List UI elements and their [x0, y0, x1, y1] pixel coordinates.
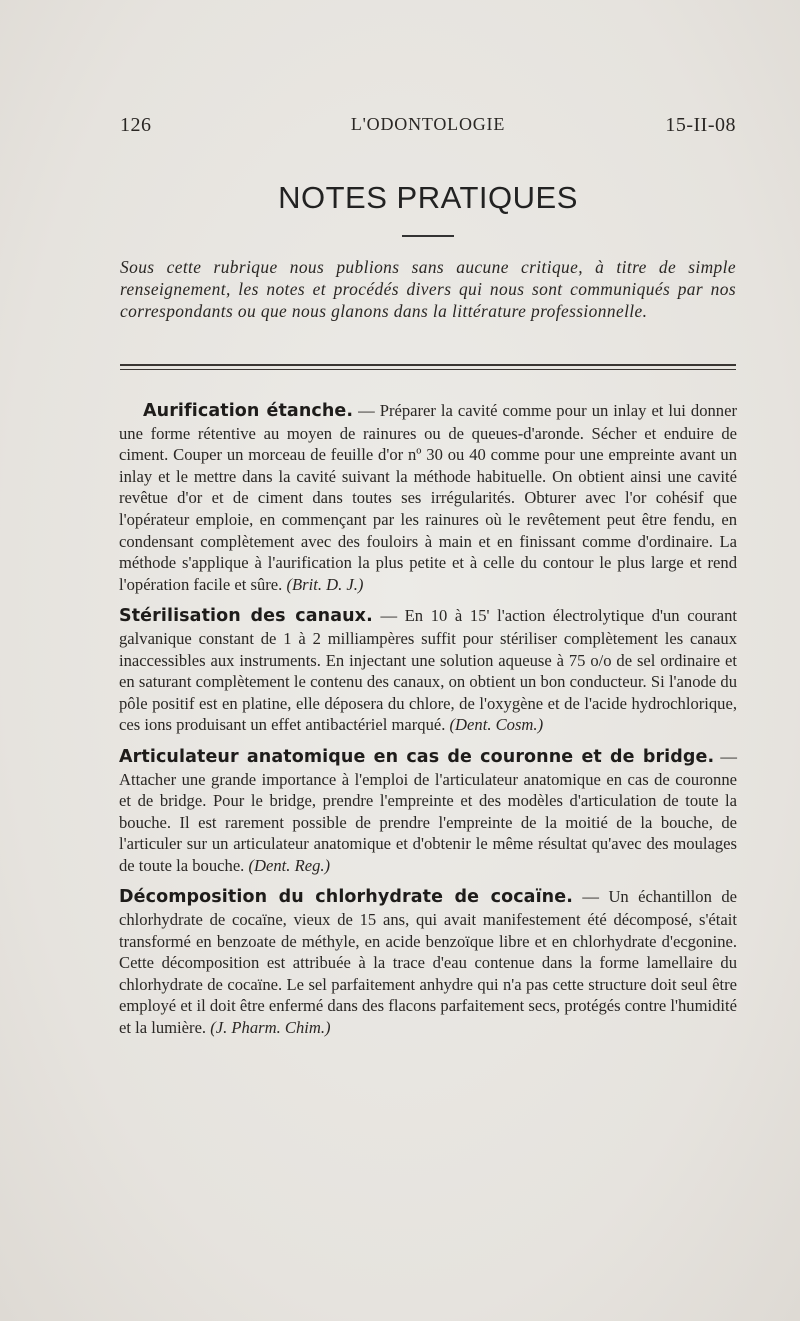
double-rule-divider — [120, 364, 736, 370]
journal-title: L'ODONTOLOGIE — [350, 114, 506, 134]
notes-body — [119, 400, 737, 1049]
note-text: — Attacher une grande importance à l'emploi de l'articulateur anatomique en cas de couronne et de bridge. Pour le bridge, prendre l'empreinte et des modèles d'articulation de toute la bouche. Il est rarement possible de prendre l'empreinte de la moitié de la bouche, de l'articuler sur un articulateur anatomique et d'obtenir le même résultat qu'avec des moulages de toute la bouche. — [119, 746, 737, 875]
note-text: — Un échantillon de chlorhydrate de cocaïne, vieux de 15 ans, qui avait manifestement été décomposé, s'était transformé en benzoate de méthyle, en acide benzoïque libre et en chlorhydrate d'ecgonine. Cette décomposition est attribuée à la trace d'eau contenue dans la forme lamellaire du chlorhydrate de cocaïne. Le sel parfaitement anhydre qui n'a pas cette structure doit seul être employé et il doit être enfermé dans des flacons parfaitement secs, protégés contre l'humidité et la lumière. — [119, 887, 737, 1038]
note-paragraph — [119, 886, 737, 1038]
note-source: (Brit. D. J.) — [286, 574, 364, 594]
title-underline — [402, 235, 454, 237]
note-heading: Décomposition du chlorhydrate de cocaïne. — [119, 887, 573, 908]
running-header — [120, 114, 736, 142]
note-source: (Dent. Cosm.) — [449, 715, 544, 735]
issue-date: 15-II-08 — [665, 114, 736, 136]
note-paragraph — [119, 400, 737, 595]
note-heading: Stérilisation des canaux. — [119, 606, 373, 627]
note-text: — Préparer la cavité comme pour un inlay et lui donner une forme rétentive au moyen de rainures ou de queues-d'aronde. Sécher et enduire de ciment. Couper un morceau de feuille d'or nº 30 ou 40 comme pour une empreinte avant un inlay et le mettre dans la cavité suivant la méthode habituelle. On obtient ainsi une cavité revêtue d'or et de ciment dans toutes ses irrégularités. Obturer avec l'or cohésif que l'opérateur emploie, en commençant par les rainures où le revêtement peut être fendu, en condensant complètement avec des fouloirs à main et en finissant comme d'ordinaire. La méthode s'applique à l'aurification la plus petite et à celle du contour le plus large et rend l'opération facile et sûre. — [119, 401, 737, 594]
page-number: 126 — [120, 114, 152, 136]
note-paragraph — [119, 605, 737, 736]
section-title: NOTES PRATIQUES — [278, 180, 578, 215]
note-paragraph — [119, 746, 737, 877]
note-source: (Dent. Reg.) — [248, 855, 331, 875]
section-intro: Sous cette rubrique nous publions sans aucune critique, à titre de simple renseignement, les notes et procédés divers qui nous sont communiqués par nos correspondants ou que nous glanons dans la littérature professionnelle. — [120, 257, 736, 321]
note-source: (J. Pharm. Chim.) — [210, 1018, 331, 1038]
note-text: — En 10 à 15' l'action électrolytique d'un courant galvanique constant de 1 à 2 milliampères suffit pour stériliser complètement les canaux inaccessibles aux instruments. En injectant une solution aqueuse à 75 o/o de sel ordinaire et en saturant complètement le contenu des canaux, on obtient un bon conducteur. Si l'anode du pôle positif est en platine, elle déposera du chlore, de l'oxygène et de l'acide hydrochlorique, ces ions produisant un effet antibactériel marqué. — [119, 606, 737, 735]
note-heading: Articulateur anatomique en cas de couronne et de bridge. — [119, 746, 715, 767]
note-heading: Aurification étanche. — [143, 401, 354, 421]
